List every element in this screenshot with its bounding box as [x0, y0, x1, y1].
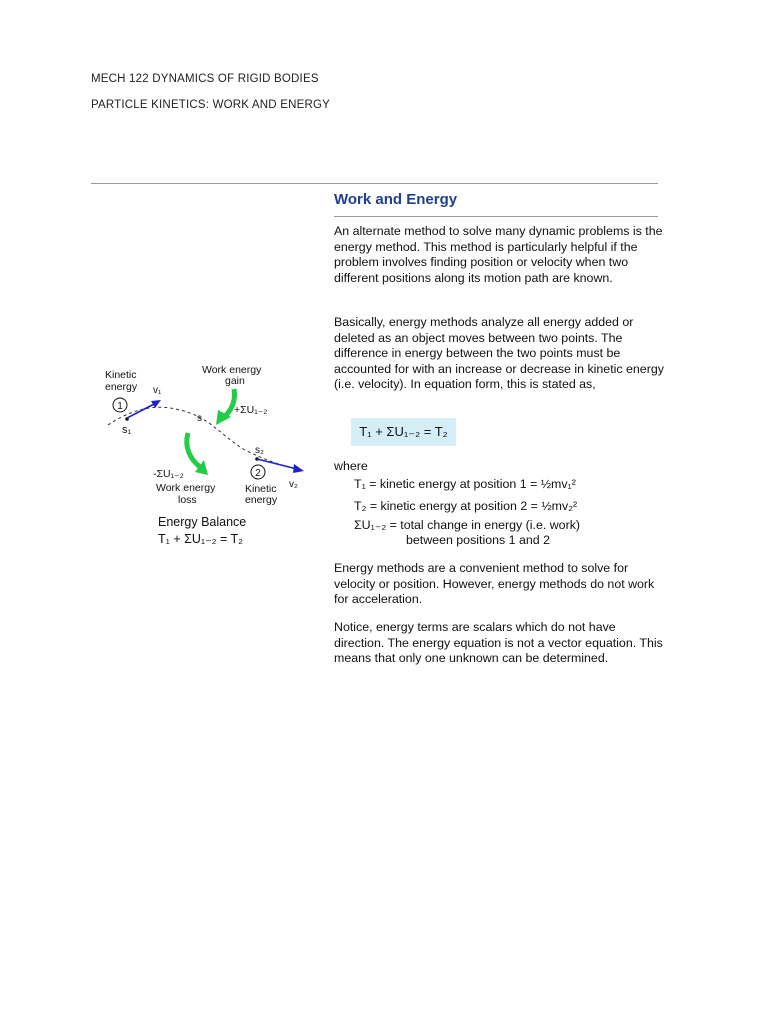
v2-arrowhead: [293, 464, 304, 473]
course-header: MECH 122 DYNAMICS OF RIGID BODIES: [91, 73, 319, 85]
energy-balance-diagram: [100, 355, 315, 555]
minus-work-label: -ΣU₁₋₂: [153, 468, 184, 480]
s2-label: s₂: [255, 445, 264, 456]
work-loss-arrow: [187, 433, 200, 467]
point-2-label: 2: [255, 468, 261, 479]
energy-paragraph: Basically, energy methods analyze all energy added or deleted as an object moves between two points. The difference in energy between the two points must be accounted for with an increase or decrease in kinetic energy (i.e. velocity). In equation form, this is stated as,: [334, 315, 664, 391]
s1-label: s₁: [122, 424, 132, 436]
header-divider: [91, 183, 658, 184]
scalar-paragraph: Notice, energy terms are scalars which do not have direction. The energy equation is not a vector equation. This means that only one unknown can be determined.: [334, 620, 663, 665]
definition-t1: T₁ = kinetic energy at position 1 = ½mv₁²: [354, 477, 576, 491]
intro-paragraph: An alternate method to solve many dynamic problems is the energy method. This method is particularly helpful if the problem involves finding position or velocity when two different positions along its motion path are known.: [334, 224, 663, 285]
convenience-paragraph: Energy methods are a convenient method to solve for velocity or position. However, energy methods do not work for acceleration.: [334, 561, 655, 606]
where-label: where: [334, 459, 368, 473]
kinetic-label-1: Kinetic: [105, 369, 137, 381]
v2-label: v₂: [289, 479, 298, 490]
work-gain-label-2: gain: [225, 375, 245, 387]
topic-header: PARTICLE KINETICS: WORK AND ENERGY: [91, 99, 330, 111]
definition-t2: T₂ = kinetic energy at position 2 = ½mv₂²: [354, 499, 578, 513]
v1-label: v₁: [153, 385, 162, 396]
energy-equation-box: T₁ + ΣU₁₋₂ = T₂: [351, 418, 456, 446]
point-1-label: 1: [117, 401, 123, 412]
work-gain-label-1: Work energy: [202, 364, 262, 376]
energy-balance-equation: T₁ + ΣU₁₋₂ = T₂: [158, 532, 244, 546]
definition-work-continued: between positions 1 and 2: [406, 533, 550, 547]
title-divider: [334, 216, 658, 217]
kinetic-label-2: Kinetic: [245, 483, 277, 495]
energy-label-2: energy: [245, 494, 278, 506]
s-label: s: [197, 413, 202, 424]
work-loss-label-1: Work energy: [156, 482, 216, 494]
energy-balance-title: Energy Balance: [158, 515, 247, 529]
section-title: Work and Energy: [334, 191, 458, 208]
work-gain-arrow: [224, 389, 235, 417]
energy-label-1: energy: [105, 381, 138, 393]
work-loss-label-2: loss: [178, 494, 197, 506]
definition-work: ΣU₁₋₂ = total change in energy (i.e. work): [354, 518, 581, 532]
plus-work-label: +ΣU₁₋₂: [234, 404, 268, 416]
